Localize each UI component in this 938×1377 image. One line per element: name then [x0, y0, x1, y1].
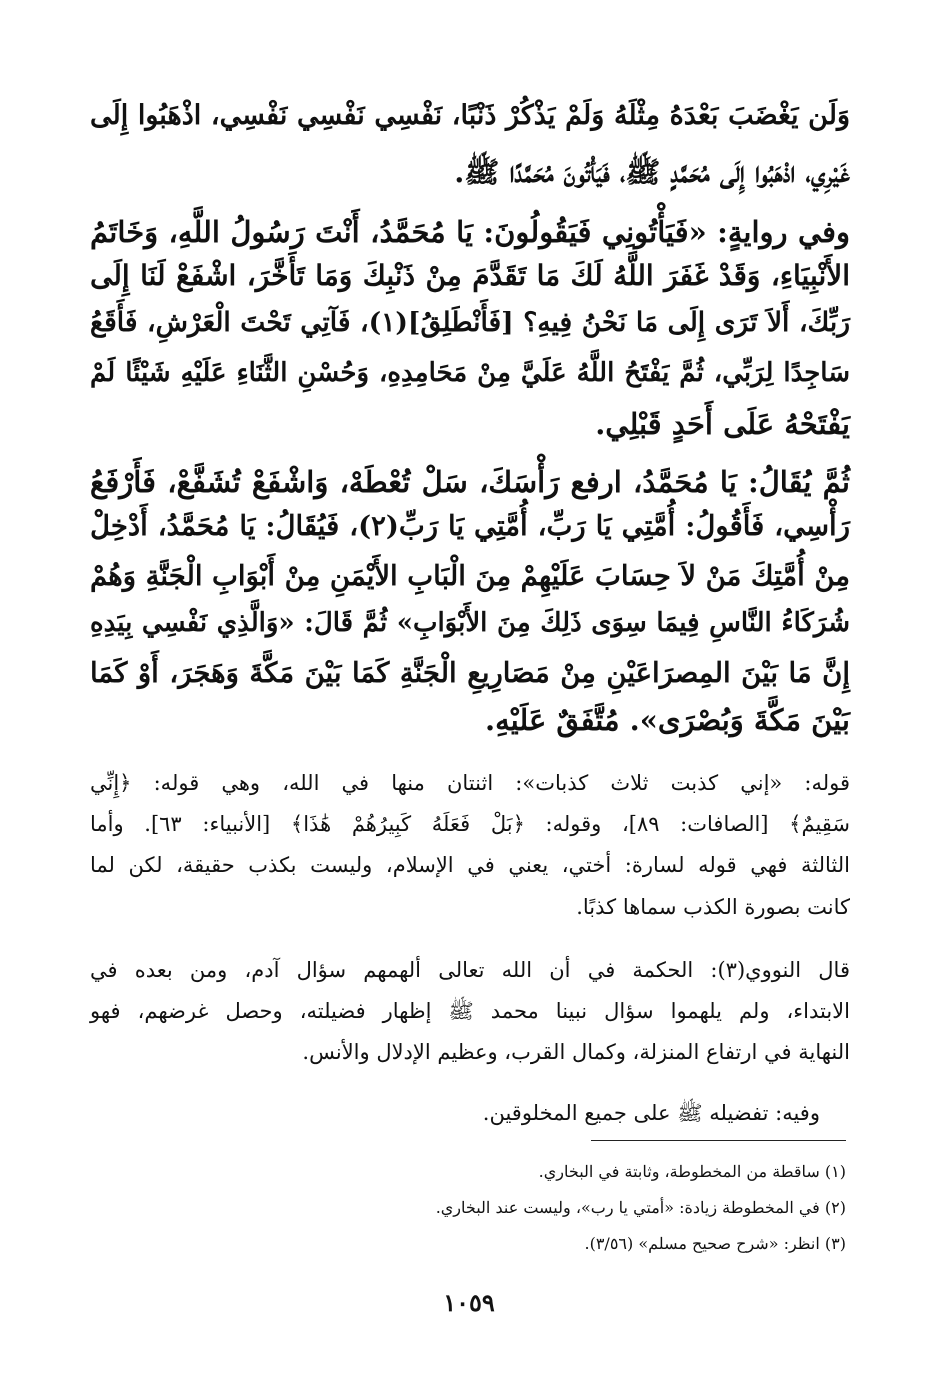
commentary-line: كانت بصورة الكذب سماها كذبًا. [576, 895, 850, 919]
hadith-line: بَيْنَ مَكَّةَ وَبُصْرَى». مُتَّفَقٌ عَلَيْهِ. [485, 703, 850, 737]
footnote-item: (١) ساقطة من المخطوطة، وثابتة في البخاري. [538, 1162, 846, 1181]
footnote-item: (٣) انظر: «شرح صحيح مسلم» (٣/٥٦). [584, 1234, 846, 1253]
hadith-line: وفي روايةٍ: «فَيَأْتُونِي فَيَقُولُونَ: يَا مُحَمَّدُ، أَنْتَ رَسُولُ اللَّهِ، وَخَاتَمُ [90, 215, 850, 249]
hadith-line: غَيْرِي، اذْهَبُوا إِلَى مُحَمَّدٍ ﷺ، فَيَأْتُونَ مُحَمَّدًا ﷺ. [454, 155, 850, 189]
hadith-line: شُرَكَاءُ النَّاسِ فِيمَا سِوَى ذَلِكَ مِنَ الأَبْوَابِ» ثُمَّ قَالَ: «وَالَّذِي نَفْسِي بِيَدِهِ [90, 608, 851, 638]
hadith-line: مِنْ أُمَّتِكَ مَنْ لاَ حِسَابَ عَلَيْهِمْ مِنَ الْبَابِ الأَيْمَنِ مِنْ أَبْوَابِ الْجَنَّةِ وَهُمْ [90, 560, 850, 592]
commentary-line: قوله: «إني كذبت ثلاث كذبات»: اثنتان منها في الله، وهي قوله: ﴿إِنِّي [90, 771, 850, 795]
hadith-line: يَفْتَحْهُ عَلَى أَحَدٍ قَبْلِي. [595, 407, 850, 441]
hadith-line: رَبِّكَ، أَلاَ تَرَى إِلَى مَا نَحْنُ فِيهِ؟ [فَأَنْطَلِقُ](١)، فَآتِي تَحْتَ الْعَرْشِ، فَأَقَعُ [90, 307, 850, 338]
footnote-separator [591, 1140, 846, 1141]
commentary-line: سَقِيمٌ﴾ [الصافات: ٨٩]، وقوله: ﴿بَلْ فَعَلَهُ كَبِيرُهُمْ هَٰذَا﴾ [الأنبياء: ٦٣]. وأما [90, 812, 850, 836]
hadith-line: ثُمَّ يُقَالُ: يَا مُحَمَّدُ، ارفع رَأْسَكَ، سَلْ تُعْطَهْ، وَاشْفَعْ تُشَفَّعْ، فَأَرْفَعُ [90, 465, 850, 499]
hadith-line: إِنَّ مَا بَيْنَ المِصرَاعَيْنِ مِنْ مَصَارِيعِ الْجَنَّةِ كَمَا بَيْنَ مَكَّةَ وَهَجَرَ، أَوْ كَمَا [90, 657, 850, 689]
commentary-line: وفيه: تفضيله ﷺ على جميع المخلوقين. [482, 1101, 820, 1125]
hadith-line: رَأْسِي، فَأَقُولُ: أُمَّتِي يَا رَبِّ، أُمَّتِي يَا رَبِّ(٢)، فَيُقَالُ: يَا مُحَمَّدُ، أَدْخِلْ [90, 510, 850, 542]
page-number: ١٠٥٩ [443, 1288, 495, 1317]
hadith-line: سَاجِدًا لِرَبِّي، ثُمَّ يَفْتَحُ اللَّهُ عَلَيَّ مِنْ مَحَامِدِهِ، وَحُسْنِ الثَّنَاءِ عَلَيْهِ شَيْئًا لَمْ [90, 358, 850, 388]
commentary-line: الابتداء، ولم يلهموا سؤال نبينا محمد ﷺ إظهار فضيلته، وحصل غرضهم، فهو [90, 999, 850, 1023]
commentary-line: قال النووي(٣): الحكمة في أن الله تعالى ألهمهم سؤال آدم، ومن بعده في [90, 958, 850, 982]
commentary-line: الثالثة فهي قوله لسارة: أختي، يعني في الإسلام، وليست بكذب حقيقة، لكن لما [90, 853, 850, 877]
hadith-line: وَلَن يَغْضَبَ بَعْدَهُ مِثْلَهُ وَلَمْ يَذْكُرْ ذَنْبًا، نَفْسِي نَفْسِي نَفْسِي، اذْهَبُوا إِلَى [90, 100, 850, 131]
hadith-line: الأَنْبِيَاءِ، وَقَدْ غَفَرَ اللَّهُ لَكَ مَا تَقَدَّمَ مِنْ ذَنْبِكَ وَمَا تَأَخَّرَ، اشْفَعْ لَنَا إِلَى [90, 259, 850, 292]
footnote-item: (٢) في المخطوطة زيادة: «أمتي يا رب»، وليست عند البخاري. [435, 1198, 846, 1217]
commentary-line: النهاية في ارتفاع المنزلة، وكمال القرب، وعظيم الإدلال والأنس. [302, 1040, 850, 1064]
